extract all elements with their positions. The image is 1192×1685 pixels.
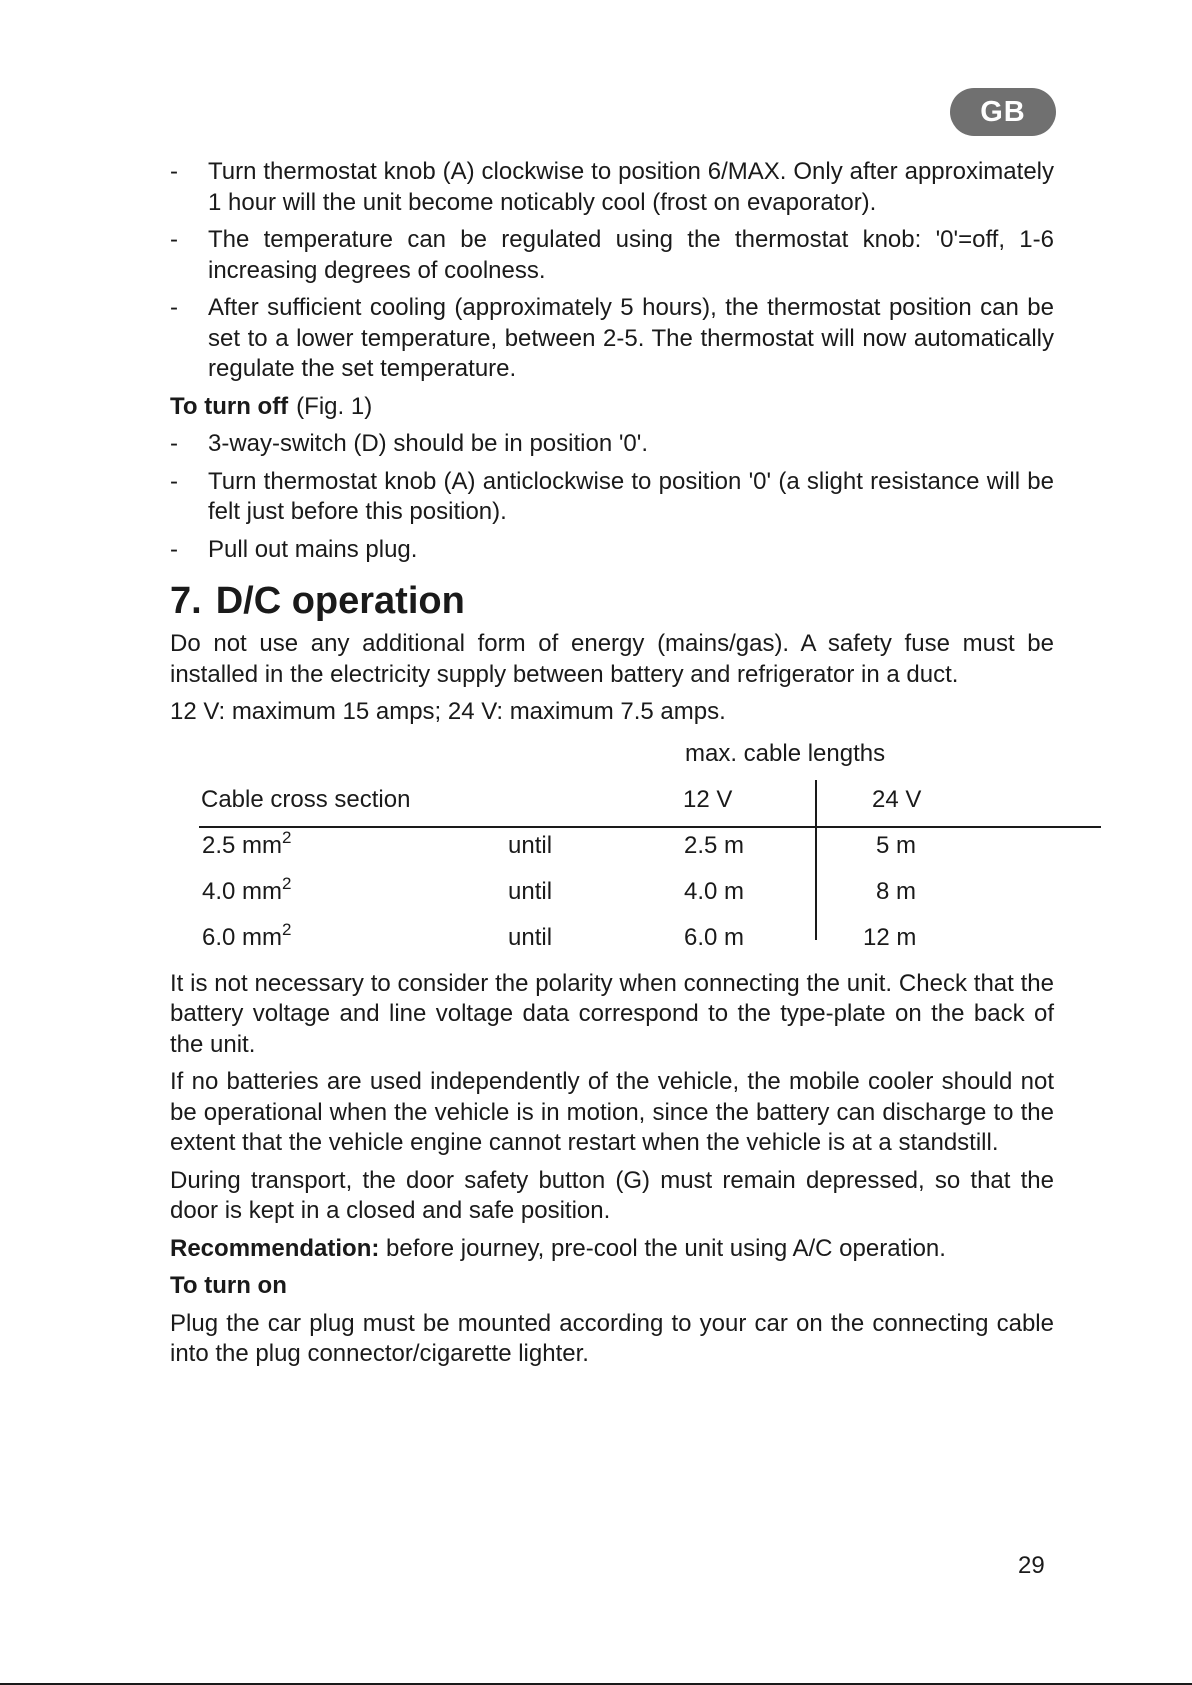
bullet-dash: - bbox=[170, 430, 178, 457]
table-cell-24v: 12 m bbox=[863, 923, 917, 951]
table-header-24v: 24 V bbox=[872, 785, 922, 813]
table-header-12v: 12 V bbox=[683, 785, 733, 813]
transport-paragraph: During transport, the door safety button (G) must remain depressed, so that the door is kept in a closed and safe position. bbox=[170, 1166, 1054, 1224]
batteries-paragraph: If no batteries are used independently of the vehicle, the mobile cooler should not be operational when the vehicle is in motion, since the battery can discharge to the extent that the vehicle engine cannot restart when the vehicle is at a standstill. bbox=[170, 1068, 1054, 1156]
table-cell-12v: 2.5 m bbox=[684, 831, 745, 859]
table-cell-24v: 8 m bbox=[876, 877, 917, 905]
table-column-divider bbox=[815, 780, 817, 940]
section-heading bbox=[170, 579, 1054, 623]
amps-note: 12 V: maximum 15 amps; 24 V: maximum 7.5 amps. bbox=[170, 698, 726, 725]
bullet-text: After sufficient cooling (approximately 5 hours), the thermostat position can be set to a lower temperature, between 2-5. The thermostat will now automatically regulate the set temperature. bbox=[208, 294, 1054, 382]
table-cell-12v: 4.0 m bbox=[684, 877, 745, 905]
recommendation-label: Recommendation: bbox=[170, 1234, 380, 1262]
bullet-dash: - bbox=[170, 226, 178, 253]
turn-on-heading: To turn on bbox=[170, 1272, 287, 1299]
polarity-paragraph: It is not necessary to consider the polarity when connecting the unit. Check that the battery voltage and line voltage data correspond to the type-plate on the back of the unit. bbox=[170, 969, 1054, 1058]
turn-on-paragraph: Plug the car plug must be mounted according to your car on the connecting cable into the plug connector/cigarette lighter. bbox=[170, 1309, 1054, 1367]
table-cell-section: 4.0 $mm^2$ bbox=[202, 873, 292, 905]
bullet-text: 3-way-switch (D) should be in position '0'. bbox=[208, 430, 649, 457]
table-cell-12v: 6.0 m bbox=[684, 923, 745, 951]
bullet-text: The temperature can be regulated using the thermostat knob: '0'=off, 1-6 increasing degrees of coolness. bbox=[208, 226, 1054, 284]
table-cell-until: until bbox=[508, 831, 553, 859]
recommendation-text: before journey, pre-cool the unit using A/C operation. bbox=[379, 1234, 946, 1262]
table-cell-24v: 5 m bbox=[876, 831, 917, 859]
bullet-text: Turn thermostat knob (A) clockwise to position 6/MAX. Only after approximately 1 hour will the unit become noticably cool (frost on evaporator). bbox=[208, 158, 1054, 216]
bullet-dash: - bbox=[170, 467, 178, 495]
table-header-rule bbox=[199, 826, 1101, 828]
figure-reference: (Fig. 1) bbox=[296, 392, 373, 420]
table-group-header: max. cable lengths bbox=[685, 739, 886, 767]
list-item bbox=[170, 535, 1054, 566]
list-item bbox=[170, 429, 1054, 460]
section-number: 7. bbox=[170, 580, 202, 622]
section-intro: Do not use any additional form of energy (mains/gas). A safety fuse must be installed in the electricity supply between battery and refrigerator in a duct. bbox=[170, 630, 1054, 688]
table-cell-section: 2.5 $mm^2$ bbox=[202, 827, 292, 859]
page-content bbox=[170, 157, 1054, 1377]
bullet-dash: - bbox=[170, 535, 178, 563]
list-item bbox=[170, 467, 1054, 528]
section-title: D/C operation bbox=[215, 580, 465, 622]
page-number: 29 bbox=[1018, 1552, 1045, 1579]
table-cell-until: until bbox=[508, 877, 553, 905]
bullet-text: Pull out mains plug. bbox=[208, 535, 418, 563]
list-item bbox=[170, 157, 1054, 218]
bullet-dash: - bbox=[170, 158, 178, 185]
list-item bbox=[170, 293, 1054, 385]
cable-table bbox=[170, 735, 1054, 961]
table-cell-until: until bbox=[508, 923, 553, 951]
bullet-dash: - bbox=[170, 294, 178, 321]
turn-off-title: To turn off bbox=[170, 392, 289, 420]
recommendation-paragraph bbox=[170, 1234, 1054, 1265]
list-item bbox=[170, 225, 1054, 286]
table-header-cross-section: Cable cross section bbox=[201, 785, 411, 813]
turn-off-heading bbox=[170, 392, 1054, 423]
bullet-text: Turn thermostat knob (A) anticlockwise to position '0' (a slight resistance will be felt just before this position). bbox=[208, 467, 1054, 525]
table-cell-section: 6.0 $mm^2$ bbox=[202, 919, 292, 951]
language-badge: GB bbox=[950, 88, 1056, 136]
